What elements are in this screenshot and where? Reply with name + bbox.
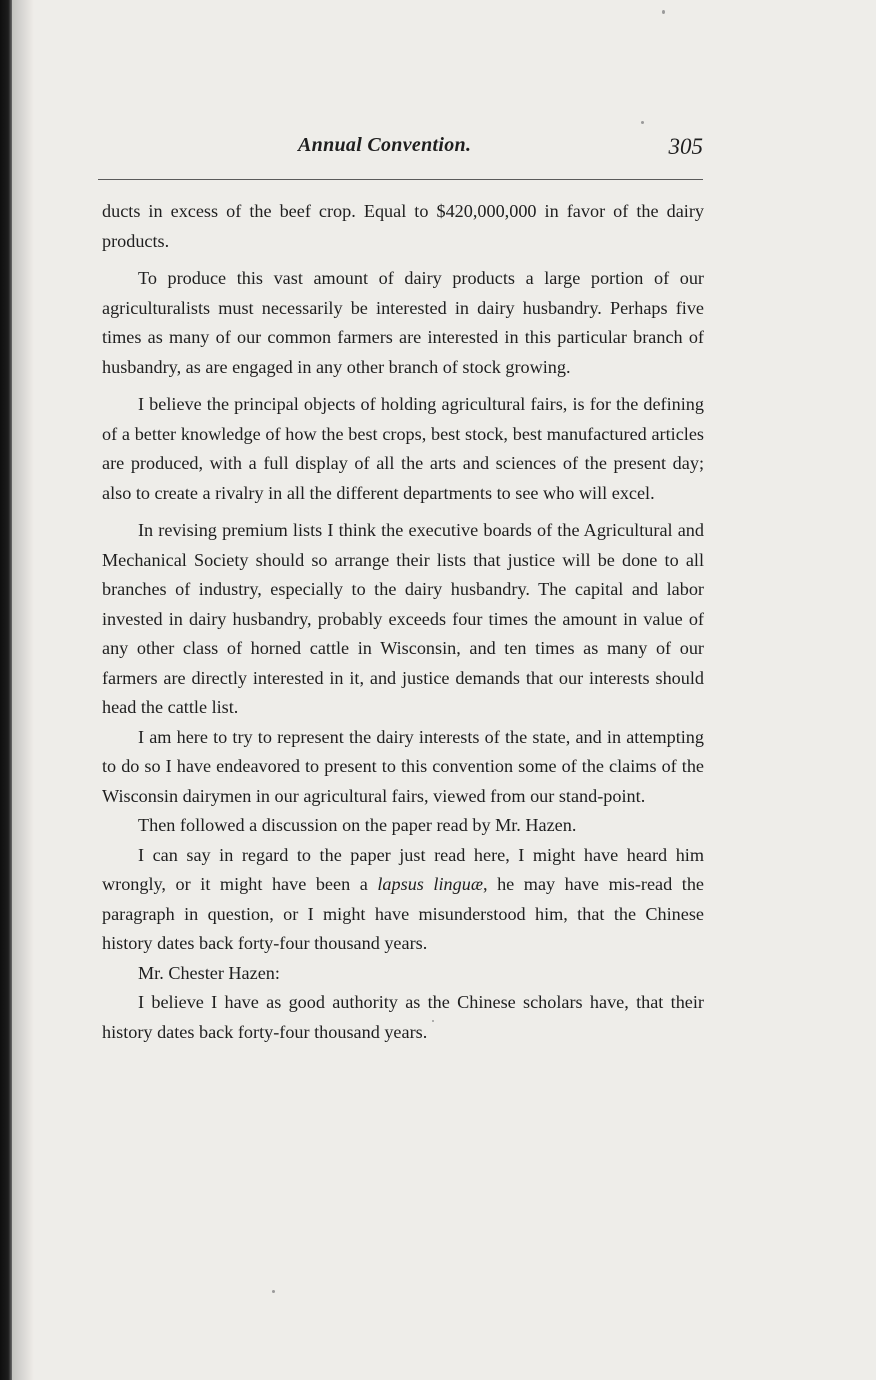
paragraph: I believe I have as good authority as the Chinese scholars have, that their history dates back forty-four thousand years. [102, 992, 704, 1042]
paragraph: In revising premium lists I think the executive boards of the Agricultural and Mechanical Society should so arrange their lists that justice will be done to all branches of industry, especially to the dairy husbandry. The capital and labor invested in dairy husbandry, probably exceeds four times the amount in value of any other class of horned cattle in Wisconsin, and ten times as many of our farmers are directly interested in it, and justice demands that our interests should head the cattle list. [102, 520, 704, 717]
paper-speck [641, 121, 644, 124]
paragraph [102, 841, 704, 959]
paragraph: Then followed a discussion on the paper read by Mr. Hazen. [138, 815, 577, 835]
paragraph: I believe the principal objects of holding agricultural fairs, is for the defining of a better knowledge of how the best crops, best stock, best manufactured articles are produced, with a full display of all the arts and sciences of the present day; also to create a rivalry in all the different departments to see who will excel. [102, 394, 704, 503]
paper-speck [272, 1290, 275, 1293]
paragraph: To produce this vast amount of dairy products a large portion of our agriculturalists must necessarily be interested in dairy husbandry. Perhaps five times as many of our common farmers are interested in this particular branch of husbandry, as are engaged in any other branch of stock growing. [102, 268, 704, 377]
body-text [102, 197, 704, 1047]
paragraph-text: I can say in regard to the paper just read here, I might have heard him wrongly, or it might have been a [102, 844, 704, 894]
page-header [98, 134, 703, 170]
book-spine-edge [0, 0, 12, 1380]
gutter-shadow [12, 0, 34, 1380]
running-title: Annual Convention. [298, 134, 472, 156]
header-rule [98, 179, 703, 180]
speaker-label: Mr. Chester Hazen: [138, 962, 280, 983]
paragraph-text: , he may have mis-read the paragraph in question, or I might have misunderstood him, that the Chinese history dates back forty-four thousand years. [102, 874, 704, 953]
page-number: 305 [668, 134, 703, 159]
paragraph: ducts in excess of the beef crop. Equal to $420,000,000 in favor of the dairy products. [102, 201, 704, 251]
latin-phrase: lapsus linguæ [377, 874, 483, 894]
paper-speck [662, 10, 665, 14]
paragraph: I am here to try to represent the dairy interests of the state, and in attempting to do so I have endeavored to present to this convention some of the claims of the Wisconsin dairymen in our agricultural fairs, viewed from our stand-point. [102, 726, 704, 806]
paper-speck [432, 1020, 434, 1022]
